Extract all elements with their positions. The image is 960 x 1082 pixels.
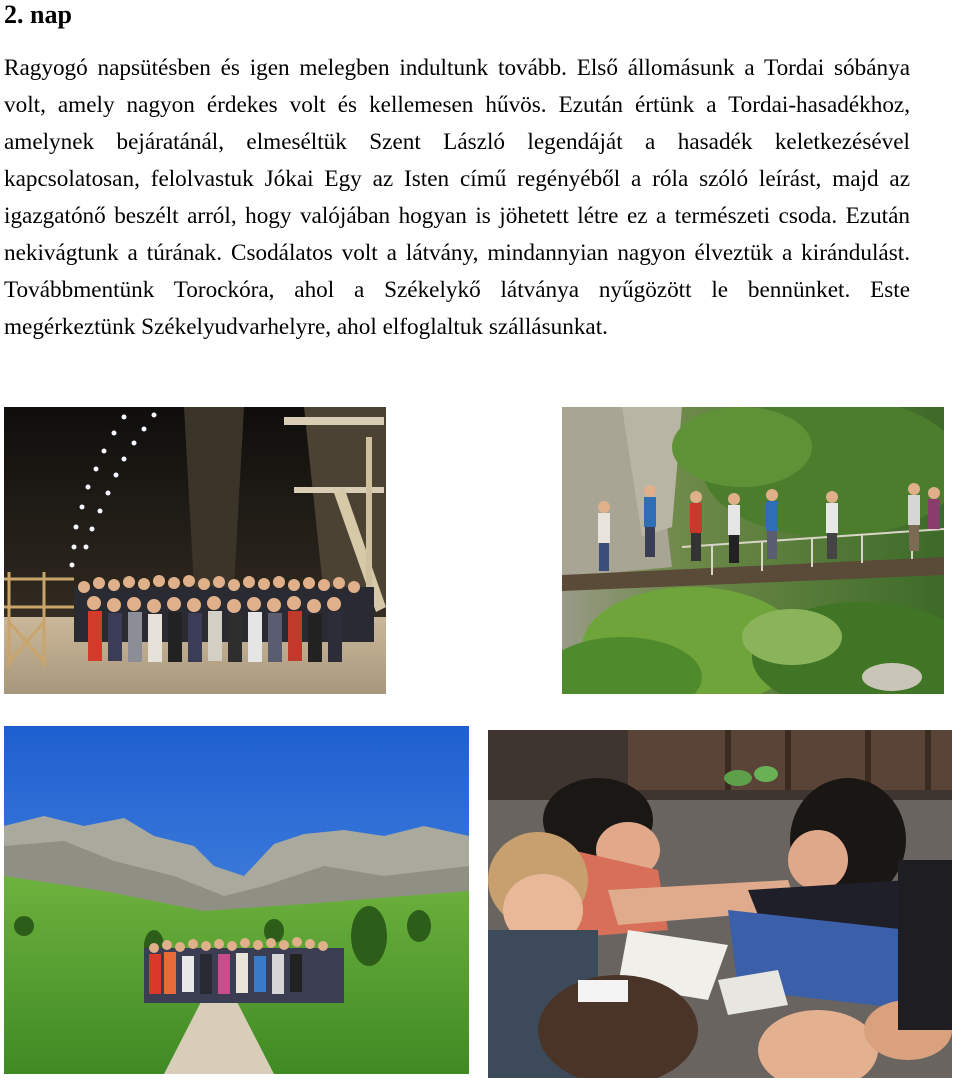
students-reading-photo: [488, 730, 952, 1078]
page-heading: 2. nap: [4, 0, 72, 29]
gorge-hike-photo: [562, 407, 944, 694]
salt-mine-group-photo: [4, 407, 386, 694]
mountain-group-photo: [4, 726, 469, 1074]
day-description-paragraph: Ragyogó napsütésben és igen melegben indultunk tovább. Első állomásunk a Tordai sóbánya volt, amely nagyon érdekes volt és kellemesen hűvös. Ezután értünk a Tordai-hasadékhoz, amelynek bejáratánál, elmeséltük Szent László legendáját a hasadék keletkezésével kapcsolatosan, felolvastuk Jókai Egy az Isten című regényéből a róla szóló leírást, majd az igazgatónő beszélt arról, hogy valójában hogyan is jöhetett létre ez a természeti csoda. Ezután nekivágtunk a túrának. Csodálatos volt a látvány, mindannyian nagyon élveztük a kirándulást. Továbbmentünk Torockóra, ahol a Székelykő látványa nyűgözött le bennünket. Este megérkeztünk Székelyudvarhelyre, ahol elfoglaltuk szállásunkat.: [4, 55, 910, 340]
